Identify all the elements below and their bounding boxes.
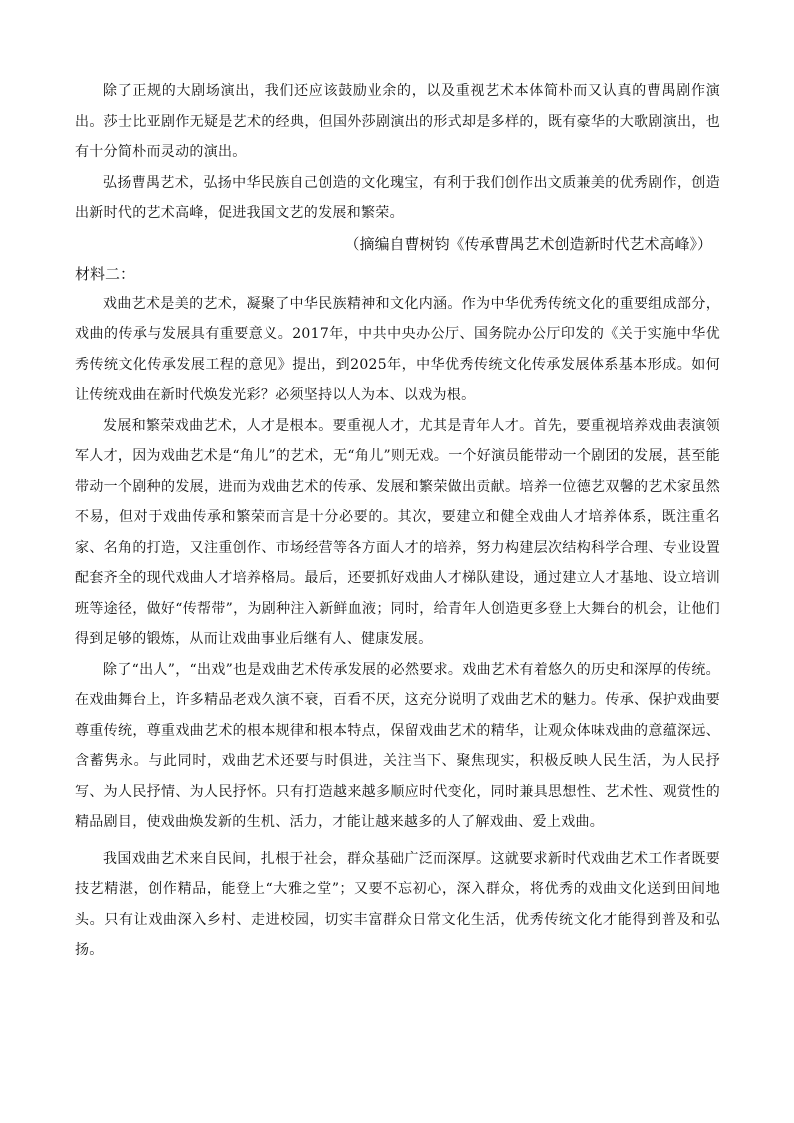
paragraph-opera-performance: 除了正规的大剧场演出，我们还应该鼓励业余的，以及重视艺术本体简朴而又认真的曹禺剧作演出。莎士比亚剧作无疑是艺术的经典，但国外莎剧演出的形式却是多样的，既有豪华的大歌剧演出，也有十分简朴而灵动的演出。	[75, 83, 720, 160]
paragraph-promote-cao-yu: 弘扬曹禺艺术，弘扬中华民族自己创造的文化瑰宝，有利于我们创作出文质兼美的优秀剧作，创造出新时代的艺术高峰，促进我国文艺的发展和繁荣。	[75, 174, 720, 221]
source-citation: （摘编自曹树钧《传承曹禺艺术创造新时代艺术高峰》）	[344, 234, 712, 253]
paragraph-talent-development: 发展和繁荣戏曲艺术，人才是根本。要重视人才，尤其是青年人才。首先，要重视培养戏曲表演领军人才，因为戏曲艺术是“角儿”的艺术，无“角儿”则无戏。一个好演员能带动一个剧团的发展，甚至能带动一个剧种的发展，进而为戏曲艺术的传承、发展和繁荣做出贡献。培养一位德艺双馨的艺术家虽然不易，但对于戏曲传承和繁荣而言是十分必要的。其次，要建立和健全戏曲人才培养体系，既注重名家、名角的打造，又注重创作、市场经营等各方面人才的培养，努力构建层次结构科学合理、专业设置配套齐全的现代戏曲人才培养格局。最后，还要抓好戏曲人才梯队建设，通过建立人才基地、设立培训班等途径，做好“传帮带”，为剧种注入新鲜血液；同时，给青年人创造更多登上大舞台的机会，让他们得到足够的锻炼，从而让戏曲事业后继有人、健康发展。	[75, 417, 720, 647]
document-body	[75, 76, 720, 966]
paragraph-folk-roots: 我国戏曲艺术来自民间，扎根于社会，群众基础广泛而深厚。这就要求新时代戏曲艺术工作者既要技艺精湛，创作精品，能登上“大雅之堂”；又要不忘初心，深入群众，将优秀的戏曲文化送到田间地头。只有让戏曲深入乡村、走进校园，切实丰富群众日常文化生活，优秀传统文化才能得到普及和弘扬。	[75, 850, 720, 958]
paragraph-opera-art-intro: 戏曲艺术是美的艺术，凝聚了中华民族精神和文化内涵。作为中华优秀传统文化的重要组成部分，戏曲的传承与发展具有重要意义。2017年，中共中央办公厅、国务院办公厅印发的《关于实施中华优秀传统文化传承发展工程的意见》提出，到2025年，中华优秀传统文化传承发展体系基本形成。如何让传统戏曲在新时代焕发光彩？必须坚持以人为本、以戏为根。	[75, 295, 720, 403]
paragraph-producing-plays: 除了“出人”，“出戏”也是戏曲艺术传承发展的必然要求。戏曲艺术有着悠久的历史和深厚的传统。在戏曲舞台上，许多精品老戏久演不衰，百看不厌，这充分说明了戏曲艺术的魅力。传承、保护戏曲要尊重传统，尊重戏曲艺术的根本规律和根本特点，保留戏曲艺术的精华，让观众体味戏曲的意蕴深远、含蓄隽永。与此同时，戏曲艺术还要与时俱进，关注当下、聚焦现实，积极反映人民生活，为人民抒写、为人民抒情、为人民抒怀。只有打造越来越多顺应时代变化，同时兼具思想性、艺术性、观赏性的精品剧目，使戏曲焕发新的生机、活力，才能让越来越多的人了解戏曲、爱上戏曲。	[75, 661, 720, 830]
section-heading-material-two: 材料二：	[75, 264, 136, 283]
